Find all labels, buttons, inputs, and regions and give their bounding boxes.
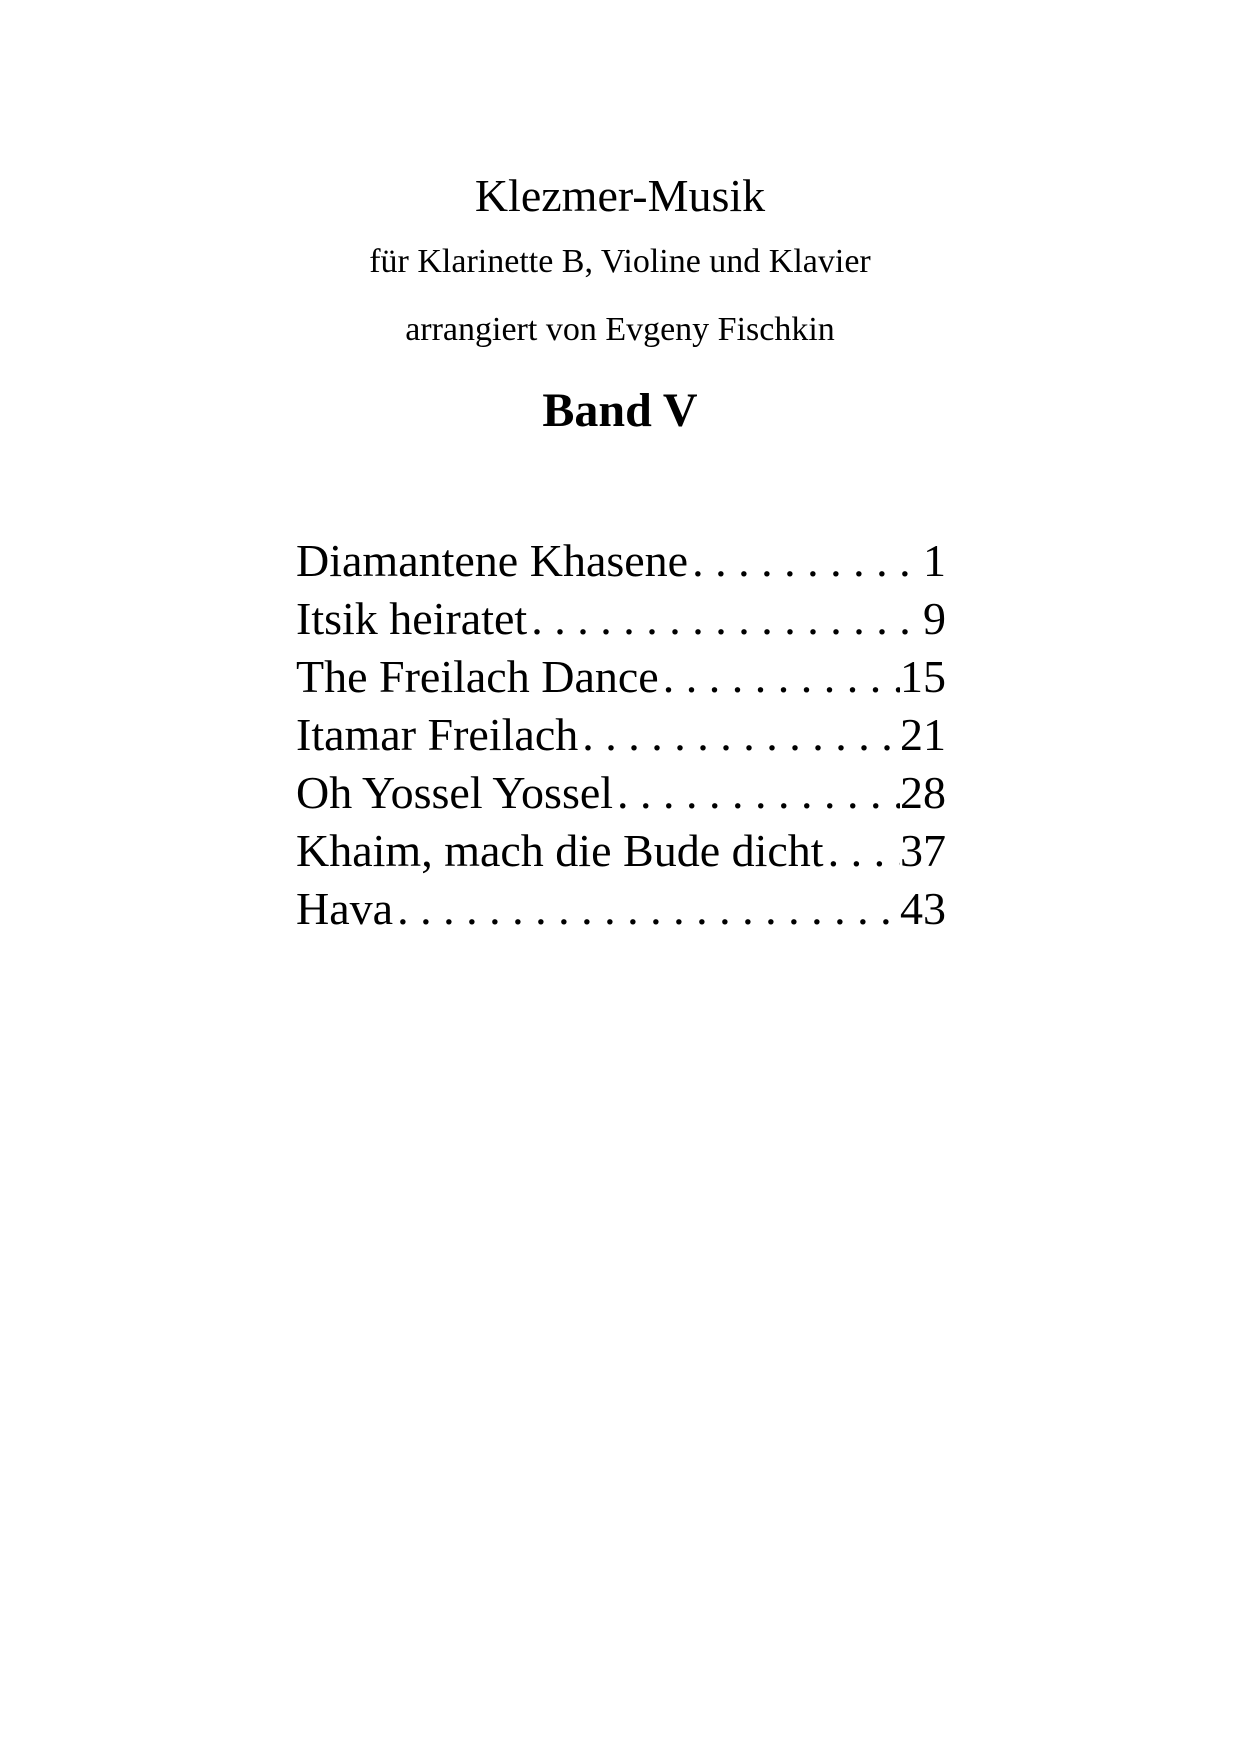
toc-entry-page: 21 [900, 709, 946, 760]
toc-dot-leader [393, 880, 900, 938]
volume-heading: Band V [542, 384, 698, 437]
arranger-credit: arrangiert von Evgeny Fischkin [405, 311, 835, 348]
toc-entry [296, 764, 946, 822]
toc-entry [296, 590, 946, 648]
toc-dot-leader [659, 648, 900, 706]
toc-entry-title: Itsik heiratet [296, 593, 528, 644]
toc-dot-leader [824, 822, 900, 880]
toc-dot-leader [578, 706, 900, 764]
toc-entry-page: 15 [900, 651, 946, 702]
toc-entry-page: 43 [900, 883, 946, 934]
toc-entry-title: Hava [296, 883, 394, 934]
toc-entry-title: The Freilach Dance [296, 651, 659, 702]
toc-entry [296, 822, 946, 880]
toc-entry-title: Diamantene Khasene [296, 535, 689, 586]
table-of-contents [296, 532, 946, 938]
toc-entry-page: 1 [923, 535, 946, 586]
document-title: Klezmer-Musik [474, 170, 766, 221]
toc-entry [296, 706, 946, 764]
toc-entry-page: 28 [900, 767, 946, 818]
document-subtitle: für Klarinette B, Violine und Klavier [369, 243, 871, 280]
toc-dot-leader [613, 764, 900, 822]
toc-entry-title: Khaim, mach die Bude dicht [296, 825, 824, 876]
toc-entry [296, 880, 946, 938]
toc-entry [296, 648, 946, 706]
toc-dot-leader [527, 590, 923, 648]
toc-entry-title: Itamar Freilach [296, 709, 579, 760]
toc-entry-page: 9 [923, 593, 946, 644]
toc-entry-title: Oh Yossel Yossel [296, 767, 614, 818]
toc-entry-page: 37 [900, 825, 946, 876]
toc-entry [296, 532, 946, 590]
toc-dot-leader [688, 532, 923, 590]
